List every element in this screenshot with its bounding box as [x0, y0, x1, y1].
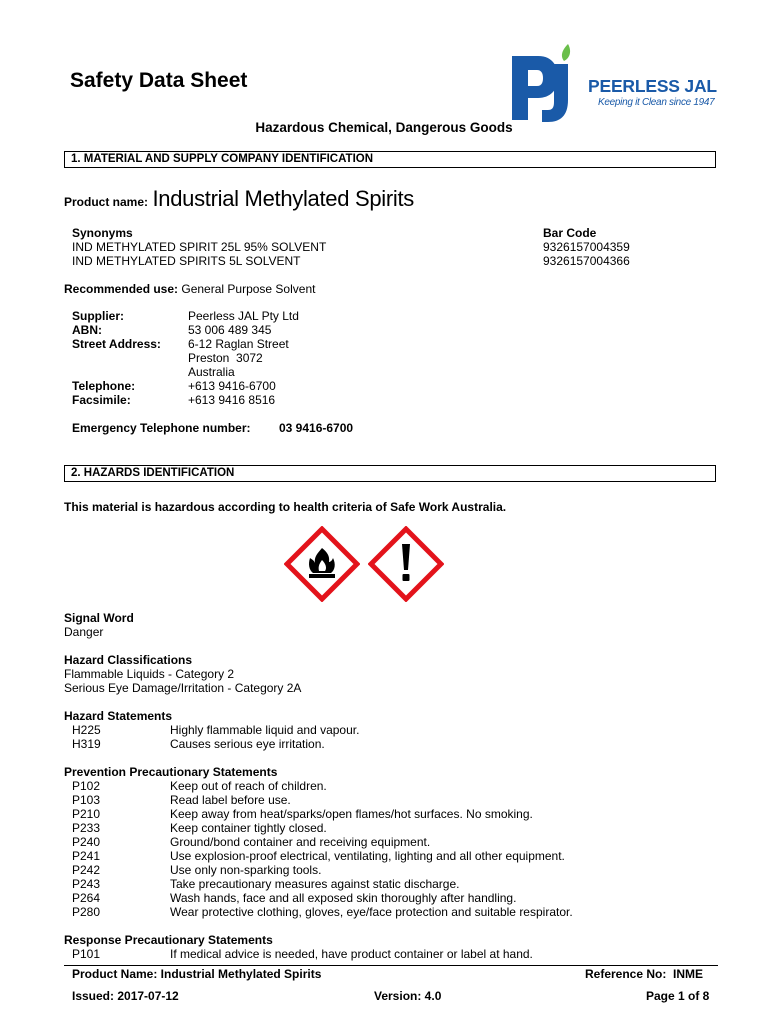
- facsimile-label: Facsimile:: [72, 393, 131, 407]
- classification-1: Flammable Liquids - Category 2: [64, 667, 235, 681]
- synonym-2: IND METHYLATED SPIRITS 5L SOLVENT: [72, 254, 301, 268]
- prevention-code: P233: [72, 821, 101, 835]
- flame-icon: [284, 526, 360, 602]
- emergency-telephone-label: Emergency Telephone number:: [72, 421, 251, 435]
- prevention-code: P240: [72, 835, 101, 849]
- signal-word: Danger: [64, 625, 104, 639]
- prevention-code: P210: [72, 807, 101, 821]
- prevention-text: Keep out of reach of children.: [170, 779, 327, 793]
- hazard-text-1: Highly flammable liquid and vapour.: [170, 723, 360, 737]
- section-2-heading: 2. HAZARDS IDENTIFICATION: [64, 465, 716, 482]
- recommended-use-label: Recommended use:: [64, 282, 179, 296]
- logo-brand: PEERLESS JAL: [588, 76, 717, 96]
- footer-divider: [64, 965, 718, 966]
- section-1-heading: 1. MATERIAL AND SUPPLY COMPANY IDENTIFICATION: [64, 151, 716, 168]
- recommended-use: General Purpose Solvent: [181, 282, 316, 296]
- company-logo: [510, 42, 720, 122]
- response-code: P101: [72, 947, 101, 961]
- prevention-text: Use only non-sparking tools.: [170, 863, 322, 877]
- prevention-heading: Prevention Precautionary Statements: [64, 765, 278, 779]
- prevention-code: P243: [72, 877, 101, 891]
- exclamation-icon: [368, 526, 444, 602]
- emergency-telephone-value: 03 9416-6700: [279, 421, 354, 435]
- prevention-text: Use explosion-proof electrical, ventilating, lighting and all other equipment.: [170, 849, 565, 863]
- synonym-1: IND METHYLATED SPIRIT 25L 95% SOLVENT: [72, 240, 327, 254]
- recommended-use-row: [64, 282, 315, 296]
- response-heading: Response Precautionary Statements: [64, 933, 273, 947]
- prevention-code: P103: [72, 793, 101, 807]
- hazard-intro: This material is hazardous according to health criteria of Safe Work Australia.: [64, 500, 507, 514]
- logo-tagline: Keeping it Clean since 1947: [598, 97, 715, 108]
- hazard-statements-heading: Hazard Statements: [64, 709, 173, 723]
- classification-2: Serious Eye Damage/Irritation - Category 2A: [64, 681, 302, 695]
- prevention-text: Take precautionary measures against static discharge.: [170, 877, 460, 891]
- barcode-heading: Bar Code: [543, 226, 597, 240]
- hazard-text-2: Causes serious eye irritation.: [170, 737, 325, 751]
- prevention-code: P102: [72, 779, 101, 793]
- prevention-text: Keep away from heat/sparks/open flames/hot surfaces. No smoking.: [170, 807, 533, 821]
- signal-word-heading: Signal Word: [64, 611, 134, 625]
- barcode-1: 9326157004359: [543, 240, 630, 254]
- prevention-text: Wash hands, face and all exposed skin thoroughly after handling.: [170, 891, 517, 905]
- telephone-label: Telephone:: [72, 379, 136, 393]
- prevention-code: P264: [72, 891, 101, 905]
- prevention-text: Wear protective clothing, gloves, eye/face protection and suitable respirator.: [170, 905, 573, 919]
- street-address-label: Street Address:: [72, 337, 161, 351]
- telephone-value: +613 9416-6700: [188, 379, 276, 393]
- supplier-value: Peerless JAL Pty Ltd: [188, 309, 299, 323]
- hazard-classifications-heading: Hazard Classifications: [64, 653, 193, 667]
- prevention-text: Keep container tightly closed.: [170, 821, 327, 835]
- product-name: Industrial Methylated Spirits: [152, 186, 414, 211]
- product-name-label: Product name:: [64, 195, 149, 209]
- hazard-code-2: H319: [72, 737, 101, 751]
- peerless-jal-logo-icon: [510, 42, 582, 122]
- abn-value: 53 006 489 345: [188, 323, 272, 337]
- document-subtitle: Hazardous Chemical, Dangerous Goods: [255, 120, 513, 135]
- facsimile-value: +613 9416 8516: [188, 393, 276, 407]
- prevention-text: Ground/bond container and receiving equipment.: [170, 835, 431, 849]
- supplier-label: Supplier:: [72, 309, 125, 323]
- prevention-text: Read label before use.: [170, 793, 291, 807]
- document-title: Safety Data Sheet: [70, 69, 248, 92]
- address-line-2: Preston 3072: [188, 351, 263, 365]
- footer-page: Page 1 of 8: [646, 989, 710, 1003]
- abn-label: ABN:: [72, 323, 102, 337]
- prevention-code: P242: [72, 863, 101, 877]
- product-name-row: [64, 186, 414, 212]
- address-line-3: Australia: [188, 365, 235, 379]
- response-text: If medical advice is needed, have product container or label at hand.: [170, 947, 533, 961]
- prevention-code: P280: [72, 905, 101, 919]
- prevention-code: P241: [72, 849, 101, 863]
- footer-reference: Reference No: INME: [585, 967, 704, 981]
- footer-issued: Issued: 2017-07-12: [72, 989, 179, 1003]
- footer-product-name: Product Name: Industrial Methylated Spirits: [72, 967, 322, 981]
- address-line-1: 6-12 Raglan Street: [188, 337, 289, 351]
- synonyms-heading: Synonyms: [72, 226, 133, 240]
- hazard-code-1: H225: [72, 723, 101, 737]
- barcode-2: 9326157004366: [543, 254, 630, 268]
- footer-version: Version: 4.0: [374, 989, 442, 1003]
